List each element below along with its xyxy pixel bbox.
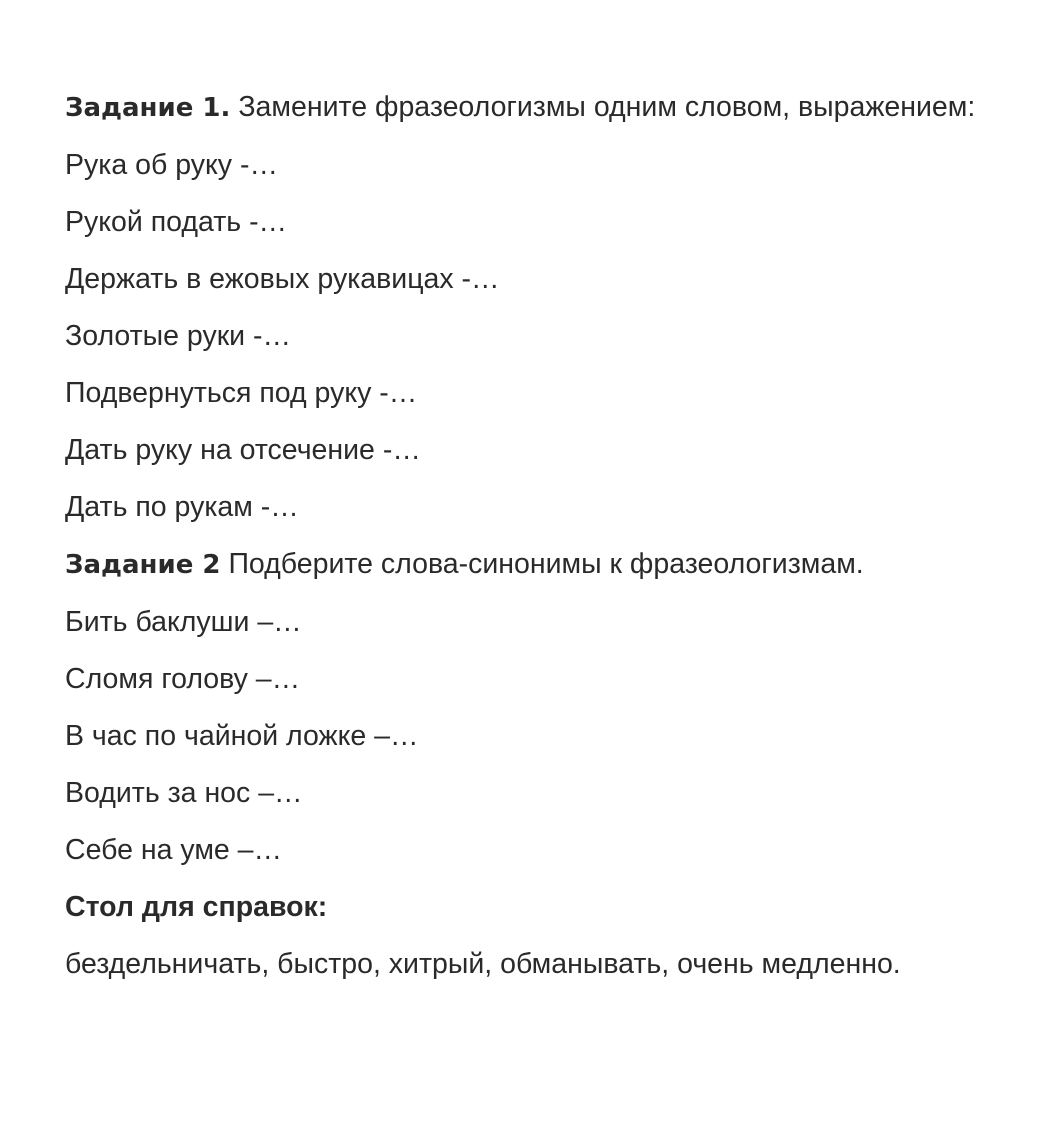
task2-item: В час по чайной ложке –… bbox=[65, 720, 419, 752]
task2-item: Бить баклуши –… bbox=[65, 606, 302, 638]
task1-item: Рукой подать -… bbox=[65, 206, 288, 238]
task2-item: Сломя голову –… bbox=[65, 663, 301, 695]
task2-heading bbox=[65, 547, 1040, 582]
task1-item: Держать в ежовых рукавицах -… bbox=[65, 263, 500, 295]
task2-item: Водить за нос –… bbox=[65, 777, 303, 809]
task1-item: Рука об руку -… bbox=[65, 149, 278, 181]
task1-heading bbox=[65, 90, 1040, 125]
task2-label: Задание 2 bbox=[65, 550, 221, 580]
reference-words: бездельничать, быстро, хитрый, обманывать, очень медленно. bbox=[65, 948, 901, 980]
document bbox=[65, 90, 1040, 981]
task2-item: Себе на уме –… bbox=[65, 834, 283, 866]
task1-item: Золотые руки -… bbox=[65, 320, 291, 352]
task1-item: Подвернуться под руку -… bbox=[65, 377, 418, 409]
task1-instruction: Замените фразеологизмы одним словом, выражением: bbox=[230, 91, 976, 123]
task2-instruction: Подберите слова-синонимы к фразеологизмам. bbox=[220, 548, 864, 580]
task1-item: Дать руку на отсечение -… bbox=[65, 434, 421, 466]
task1-item: Дать по рукам -… bbox=[65, 491, 299, 523]
task1-label: Задание 1. bbox=[65, 93, 231, 123]
reference-heading: Стол для справок: bbox=[65, 891, 328, 923]
